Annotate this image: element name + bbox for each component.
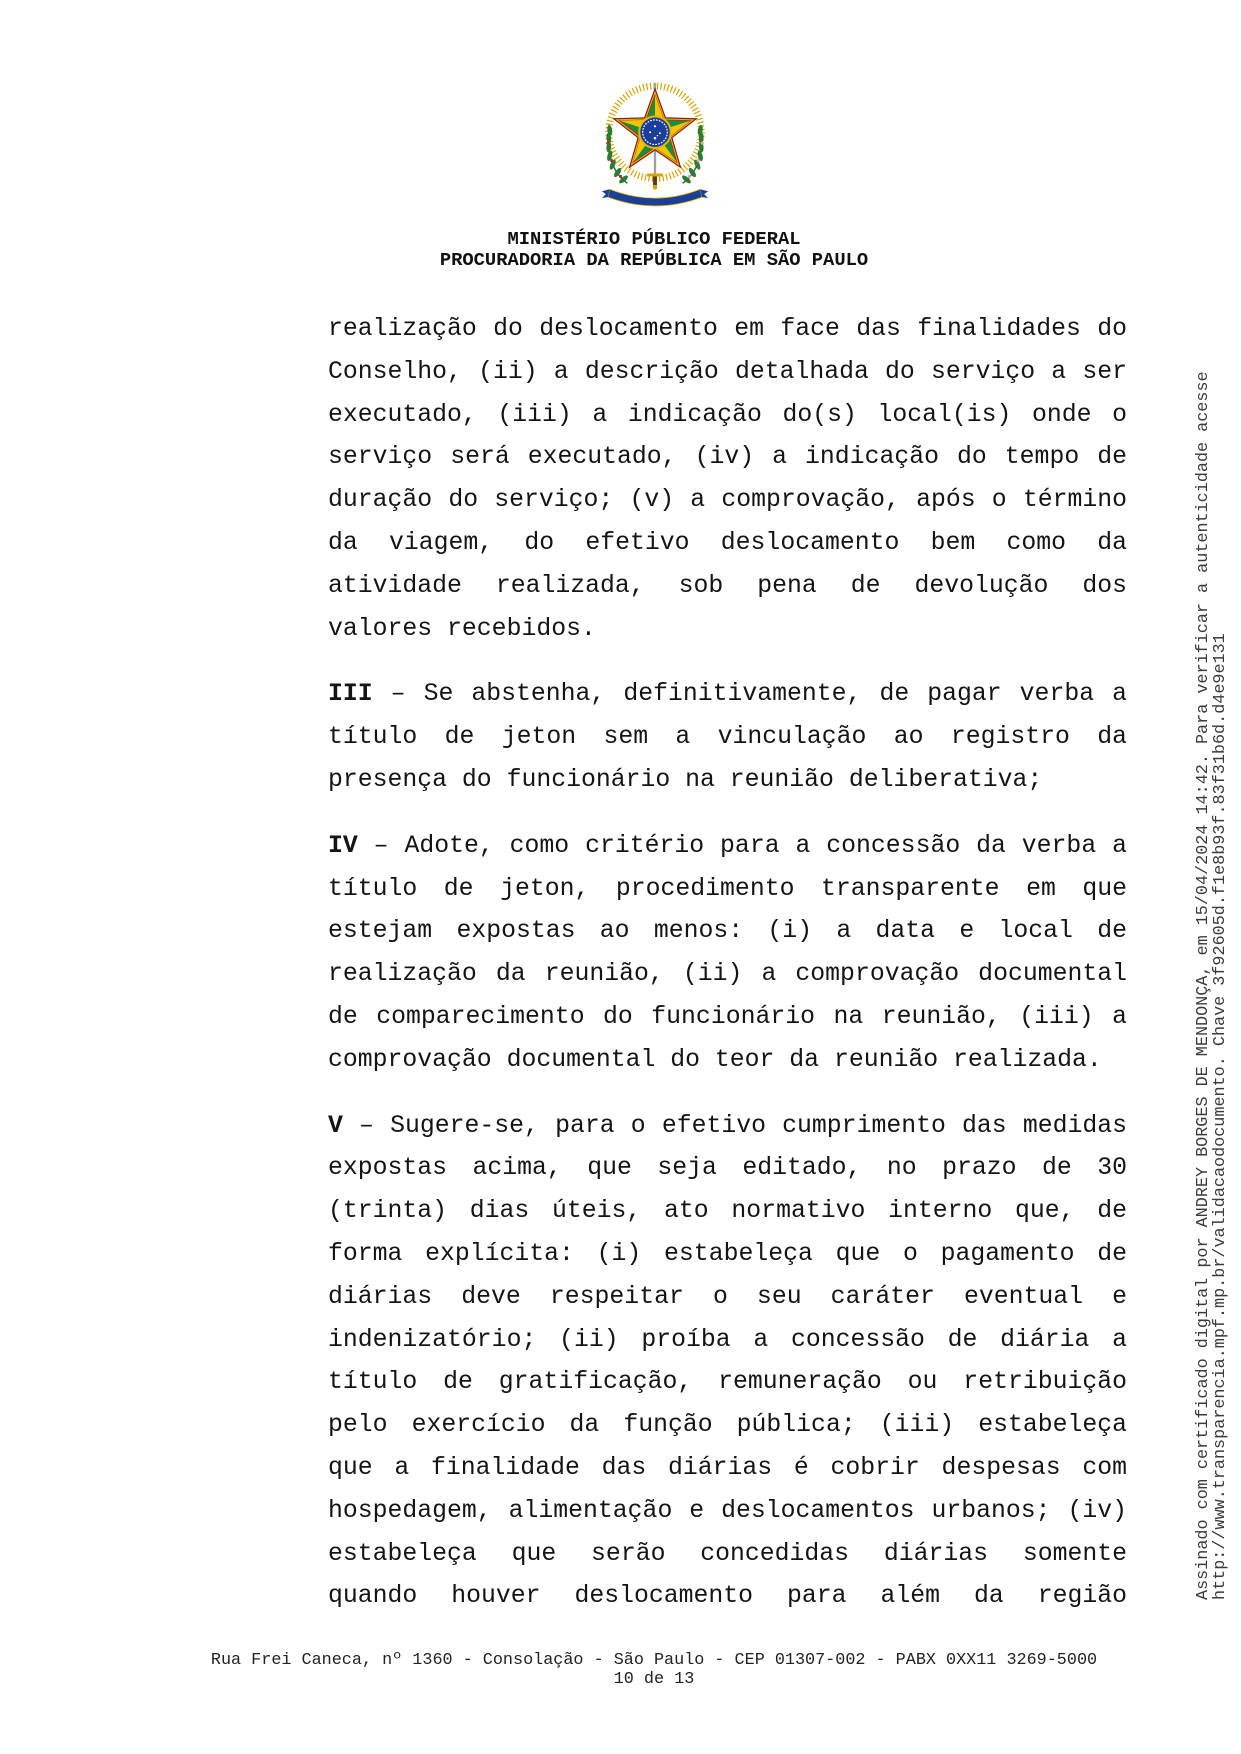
body-line: indenizatório; (ii) proíba a concessão de diária a	[328, 1325, 1127, 1354]
body-line: atividade realizada, sob pena de devolução dos	[328, 571, 1127, 600]
body-line: realização da reunião, (ii) a comprovação documental	[328, 960, 1127, 989]
body-line: forma explícita: (i) estabeleça que o pagamento de	[328, 1239, 1127, 1268]
item-numeral: III	[328, 680, 373, 709]
body-line: diárias deve respeitar o seu caráter eventual e	[328, 1282, 1127, 1311]
body-line: presença do funcionário na reunião deliberativa;	[328, 765, 1043, 794]
body-line: pelo exercício da função pública; (iii) estabeleça	[328, 1411, 1127, 1440]
body-line-text: – Sugere-se, para o efetivo cumprimento das medidas	[342, 1111, 1127, 1140]
body-line: quando houver deslocamento para além da região	[328, 1582, 1127, 1611]
body-line: hospedagem, alimentação e deslocamentos urbanos; (iv)	[328, 1496, 1127, 1525]
body-line: serviço será executado, (iv) a indicação do tempo de	[328, 443, 1127, 472]
body-line: (trinta) dias úteis, ato normativo interno que, de	[328, 1197, 1127, 1226]
body-line: título de jeton, procedimento transparente em que	[328, 874, 1127, 903]
body-line: que a finalidade das diárias é cobrir despesas com	[328, 1453, 1127, 1482]
footer-address: Rua Frei Caneca, nº 1360 - Consolação - São Paulo - CEP 01307-002 - PABX 0XX11 3269-5000	[210, 1651, 1098, 1670]
body-line: estejam expostas ao menos: (i) a data e local de	[328, 917, 1127, 946]
paragraph-iii	[328, 673, 1127, 801]
body-line: da viagem, do efetivo deslocamento bem como da	[328, 528, 1127, 557]
page-number: 10 de 13	[613, 1670, 695, 1689]
document-body	[328, 308, 1127, 1618]
page-header	[354, 229, 954, 271]
body-line: realização do deslocamento em face das finalidades do	[328, 315, 1127, 343]
page-footer	[194, 1651, 1114, 1689]
paragraph	[328, 308, 1127, 650]
body-line: estabeleça que serão concedidas diárias somente	[328, 1539, 1127, 1568]
coat-of-arms-icon	[596, 77, 714, 211]
body-line	[328, 1105, 1127, 1148]
body-line: duração do serviço; (v) a comprovação, após o término	[328, 486, 1127, 515]
body-line: título de gratificação, remuneração ou retribuição	[328, 1368, 1127, 1397]
signature-stamp-line: Assinado com certificado digital por ANDREY BORGES DE MENDONÇA, em 15/04/2024 14:42. Para verificar a autenticidade acesse	[1194, 371, 1213, 1600]
item-numeral: V	[328, 1111, 343, 1140]
body-line	[328, 825, 1127, 868]
paragraph-iv	[328, 825, 1127, 1082]
body-line: valores recebidos.	[328, 614, 596, 643]
body-line: título de jeton sem a vinculação ao registro da	[328, 723, 1127, 752]
header-office: PROCURADORIA DA REPÚBLICA EM SÃO PAULO	[439, 249, 869, 271]
item-numeral: IV	[328, 831, 358, 860]
body-line: Conselho, (ii) a descrição detalhada do serviço a ser	[328, 357, 1127, 386]
body-line-text: – Adote, como critério para a concessão da verba a	[357, 831, 1127, 860]
body-line: comprovação documental do teor da reunião realizada.	[328, 1045, 1102, 1074]
header-ministry: MINISTÉRIO PÚBLICO FEDERAL	[507, 228, 801, 250]
digital-signature-stamp	[1195, 365, 1229, 1600]
body-line-text: – Se abstenha, definitivamente, de pagar verba a	[372, 680, 1127, 709]
body-line: expostas acima, que seja editado, no prazo de 30	[328, 1154, 1127, 1183]
body-line: de comparecimento do funcionário na reunião, (iii) a	[328, 1002, 1127, 1031]
left-wreath	[606, 124, 629, 184]
paragraph-v	[328, 1105, 1127, 1619]
body-line	[328, 673, 1127, 716]
body-line: executado, (iii) a indicação do(s) local(is) onde o	[328, 400, 1127, 429]
verification-url-line: http://www.transparencia.mpf.mp.br/validacaodocumento. Chave 3f92605d.f1e8b93f.83f31b6d.d4e9e131	[1211, 633, 1230, 1600]
